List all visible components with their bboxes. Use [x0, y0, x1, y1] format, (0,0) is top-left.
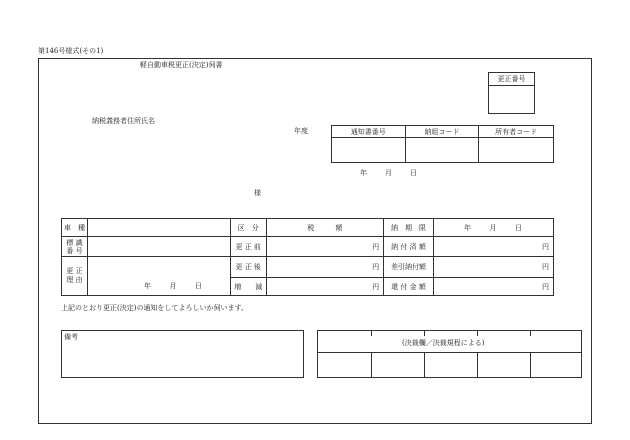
category-label: 区 分: [230, 219, 266, 237]
collection-code-field[interactable]: [405, 138, 479, 163]
revision-reason-label: 更 正 理 由: [62, 257, 88, 296]
approval-box: [317, 330, 582, 378]
revision-number-field[interactable]: [489, 86, 534, 114]
due-date-label: 納 期 限: [384, 219, 434, 237]
revision-number-label: 更正番号: [489, 73, 534, 86]
due-date-field[interactable]: [433, 219, 553, 237]
vehicle-type-field[interactable]: [87, 219, 230, 237]
plate-number-field[interactable]: [87, 237, 230, 257]
date-year: 年: [360, 169, 367, 177]
increase-decrease-label: 増 減: [230, 278, 266, 296]
yen-unit: 円: [542, 263, 549, 271]
after-revision-label: 更 正 後: [230, 257, 266, 278]
net-payable-field[interactable]: [433, 257, 553, 278]
yen-unit: 円: [542, 242, 549, 251]
form-number: 第146号様式(その1): [38, 47, 104, 55]
after-revision-amount[interactable]: [266, 257, 383, 278]
owner-code-field[interactable]: [479, 138, 554, 163]
before-revision-label: 更 正 前: [230, 237, 266, 257]
due-year: 年: [464, 223, 471, 232]
yen-unit: 円: [372, 282, 380, 291]
approval-cell-1[interactable]: [319, 353, 371, 377]
reason-year: 年: [143, 282, 151, 290]
paid-amount-label: 納 付 済 額: [384, 237, 434, 257]
approval-cell-3[interactable]: [425, 353, 477, 377]
due-day: 日: [514, 223, 522, 232]
honorific: 様: [254, 189, 261, 197]
notice-text: 上記のとおり更正(決定)の通知をしてよろしいか伺います。: [61, 304, 248, 312]
reason-month: 月: [169, 282, 177, 290]
fiscal-year-label: 年度: [294, 127, 308, 135]
increase-decrease-amount[interactable]: [266, 278, 383, 296]
header-code-table: [331, 125, 554, 163]
taxpayer-label: 納税義務者住所氏名: [92, 117, 155, 125]
before-revision-amount[interactable]: [266, 237, 383, 257]
remarks-box[interactable]: [61, 330, 304, 378]
reason-day: 日: [194, 282, 202, 290]
revision-reason-field[interactable]: [87, 257, 230, 296]
net-payable-label: 差引納付額: [384, 257, 434, 278]
refund-amount-field[interactable]: [433, 278, 553, 296]
col-owner-code: 所有者コード: [479, 126, 554, 138]
yen-unit: 円: [372, 263, 380, 271]
vehicle-type-label: 車 種: [62, 219, 88, 237]
tax-revision-table: [61, 218, 554, 296]
approval-cell-4[interactable]: [478, 353, 530, 377]
plate-number-label: 標 識 番 号: [62, 237, 88, 257]
approval-cell-2[interactable]: [372, 353, 424, 377]
due-month: 月: [489, 223, 497, 232]
notification-number-field[interactable]: [332, 138, 406, 163]
form-title: 軽自動車税更正(決定)伺書: [140, 61, 223, 69]
approval-label: (決裁欄／決裁規程による): [402, 339, 485, 347]
date-month: 月: [385, 169, 392, 177]
paid-amount-field[interactable]: [433, 237, 553, 257]
remarks-label: 備考: [64, 333, 78, 341]
yen-unit: 円: [372, 242, 380, 251]
col-collection-code: 納組コード: [405, 126, 479, 138]
revision-number-box: [488, 72, 535, 114]
col-notification-number: 通知書番号: [332, 126, 406, 138]
refund-amount-label: 還 付 金 額: [384, 278, 434, 296]
tax-amount-label: 税 額: [266, 219, 383, 237]
date-day: 日: [410, 169, 417, 177]
yen-unit: 円: [542, 282, 549, 291]
approval-cell-5[interactable]: [531, 353, 581, 377]
